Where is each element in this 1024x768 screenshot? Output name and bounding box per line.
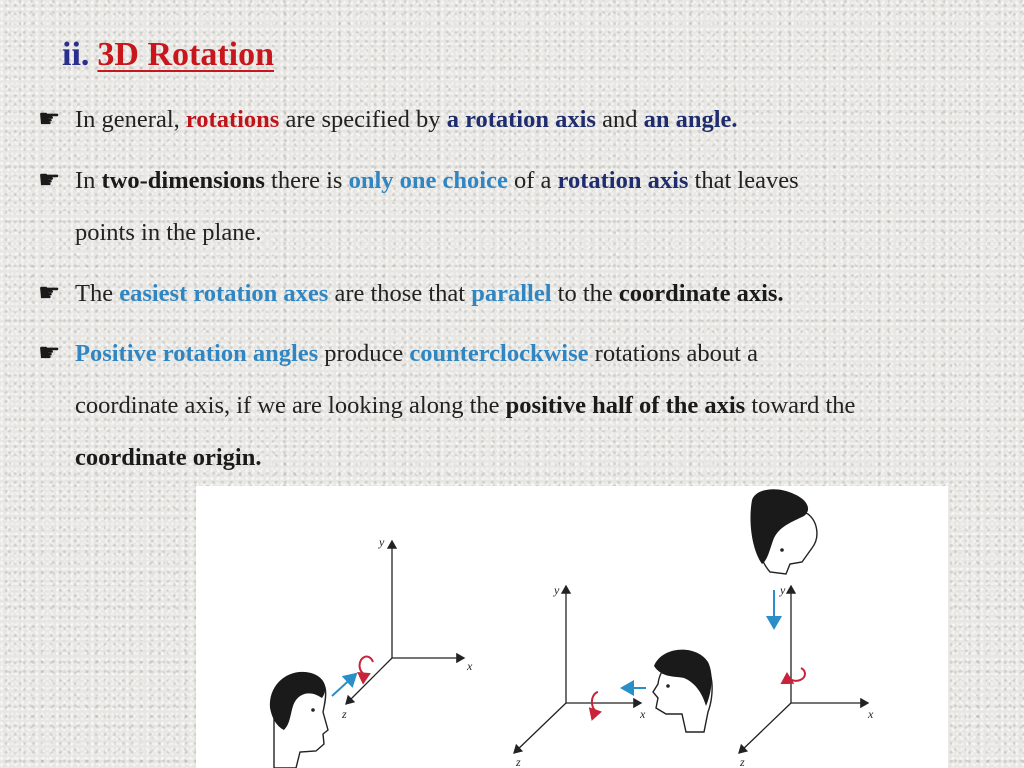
- text-run: are those that: [328, 280, 472, 307]
- y-axis-label: y: [780, 583, 786, 597]
- pointing-hand-icon: ☛: [38, 167, 61, 194]
- x-axis-label: x: [640, 707, 646, 721]
- rotation-arrow-icon: [360, 657, 373, 675]
- text-run: to the: [551, 280, 619, 307]
- rotation-figure: [196, 486, 948, 768]
- bullet-4-line-1: [75, 340, 758, 368]
- text-run: parallel: [471, 280, 552, 307]
- x-axis-label: x: [868, 707, 874, 721]
- text-run: two-dimensions: [101, 167, 265, 194]
- diagram-z-rotation: [270, 535, 473, 768]
- text-run: rotations: [185, 106, 280, 133]
- rotation-arrow-icon: [592, 692, 600, 712]
- z-axis-label: z: [342, 707, 347, 721]
- z-axis: [514, 703, 566, 753]
- text-run: In general,: [75, 106, 186, 133]
- text-run: points in the plane.: [75, 219, 262, 246]
- x-axis-label: x: [467, 659, 473, 673]
- diagram-x-rotation: [514, 583, 712, 768]
- y-axis-label: y: [379, 535, 385, 549]
- head-icon: [653, 650, 712, 732]
- bullet-2-line-2: [75, 219, 261, 247]
- text-run: an angle.: [643, 106, 738, 133]
- text-run: coordinate axis, if we are looking along the: [75, 392, 506, 419]
- bullet-4-line-2: [75, 392, 855, 420]
- rotation-diagrams: [196, 486, 948, 768]
- text-run: rotations about a: [588, 340, 758, 367]
- text-run: are specified by: [279, 106, 447, 133]
- text-run: a rotation axis: [446, 106, 596, 133]
- text-run: and: [595, 106, 644, 133]
- text-run: coordinate axis.: [618, 280, 784, 307]
- view-arrow-icon: [332, 674, 356, 696]
- bullet-4-line-3: [75, 444, 261, 472]
- head-icon: [750, 489, 816, 574]
- title-number: ii.: [62, 36, 90, 73]
- y-axis-label: y: [554, 583, 560, 597]
- z-axis-label: z: [740, 755, 745, 768]
- text-run: positive half of the axis: [505, 392, 746, 419]
- head-icon: [270, 672, 328, 768]
- text-run: that leaves: [688, 167, 799, 194]
- z-axis-label: z: [516, 755, 521, 768]
- pointing-hand-icon: ☛: [38, 106, 61, 133]
- text-run: toward the: [745, 392, 856, 419]
- pointing-hand-icon: ☛: [38, 340, 61, 367]
- rotation-arrow-icon: [787, 668, 805, 681]
- text-run: of a: [507, 167, 558, 194]
- title-text: 3D Rotation: [97, 36, 275, 73]
- text-run: easiest rotation axes: [119, 280, 329, 307]
- text-run: rotation axis: [557, 167, 689, 194]
- slide-title: [62, 36, 274, 74]
- diagram-y-rotation: [739, 489, 874, 768]
- text-run: only one choice: [348, 167, 508, 194]
- text-run: Positive rotation angles: [75, 340, 319, 367]
- bullet-1-line: [75, 106, 738, 134]
- text-run: In: [75, 167, 102, 194]
- text-run: coordinate origin.: [75, 444, 262, 471]
- text-run: The: [75, 280, 120, 307]
- pointing-hand-icon: ☛: [38, 280, 61, 307]
- text-run: counterclockwise: [409, 340, 589, 367]
- text-run: there is: [264, 167, 349, 194]
- bullet-2-line-1: [75, 167, 799, 195]
- z-axis: [739, 703, 791, 753]
- z-axis: [346, 658, 392, 704]
- bullet-3-line: [75, 280, 784, 308]
- text-run: produce: [318, 340, 410, 367]
